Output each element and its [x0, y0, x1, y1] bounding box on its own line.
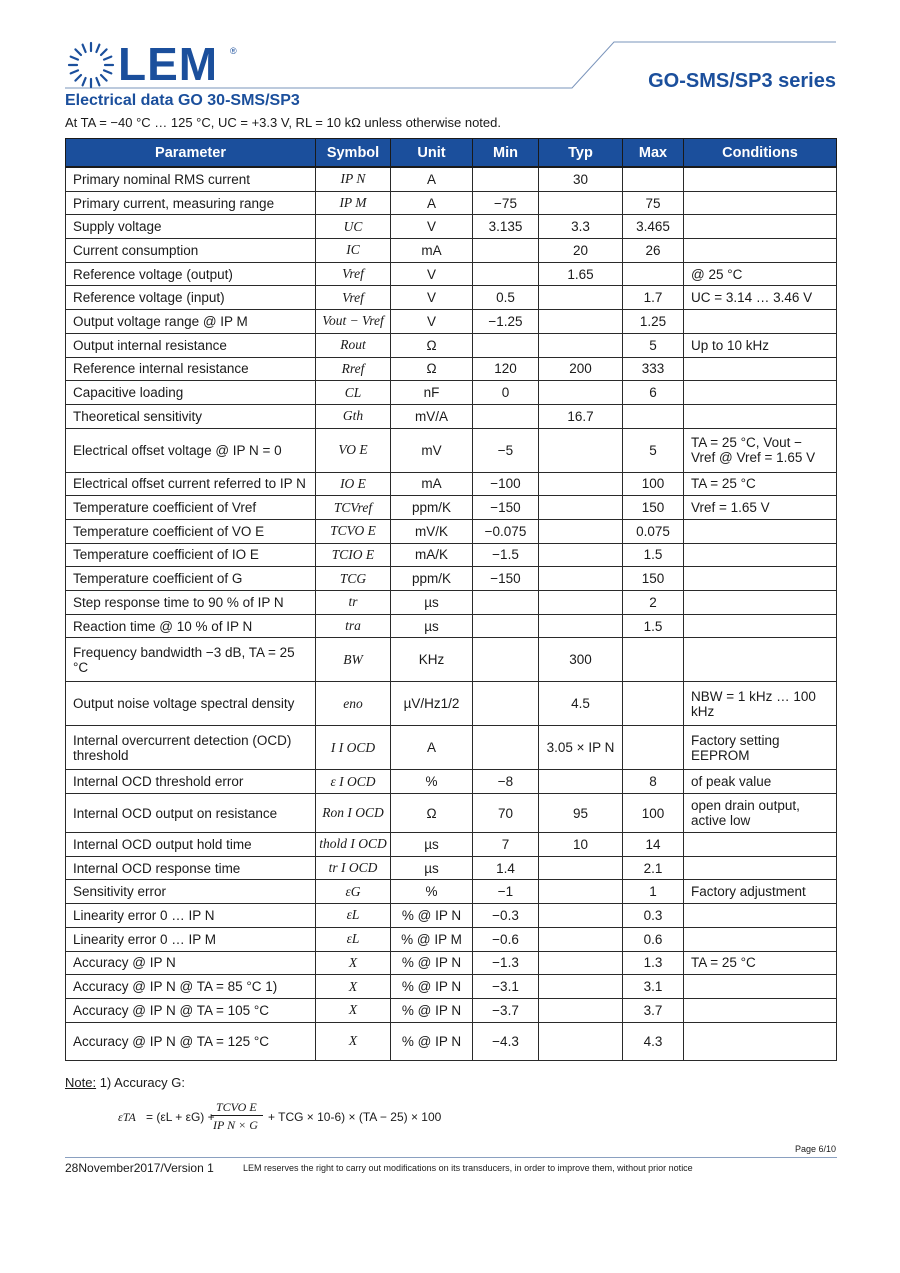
cell-param: Internal OCD response time — [66, 856, 316, 880]
cell-typ: 3.3 — [539, 215, 623, 239]
cell-unit: Ω — [391, 357, 473, 381]
cell-max — [623, 262, 684, 286]
cell-symbol: I I OCD — [316, 726, 391, 770]
cell-min: −5 — [473, 428, 539, 472]
cell-param: Linearity error 0 … IP M — [66, 927, 316, 951]
table-row — [66, 239, 837, 263]
cell-unit: ppm/K — [391, 567, 473, 591]
cell-unit: V — [391, 286, 473, 310]
cell-typ — [539, 927, 623, 951]
cell-conditions — [684, 833, 837, 857]
cell-symbol: εL — [316, 904, 391, 928]
cell-symbol: Ron I OCD — [316, 794, 391, 833]
cell-typ: 95 — [539, 794, 623, 833]
cell-symbol: IC — [316, 239, 391, 263]
cell-param: Frequency bandwidth −3 dB, TA = 25 °C — [66, 638, 316, 682]
cell-unit: % @ IP N — [391, 975, 473, 999]
table-row — [66, 833, 837, 857]
cell-min: −3.7 — [473, 998, 539, 1022]
cell-typ — [539, 591, 623, 615]
cell-min: 1.4 — [473, 856, 539, 880]
cell-conditions: @ 25 °C — [684, 262, 837, 286]
cell-symbol: X — [316, 975, 391, 999]
table-row — [66, 404, 837, 428]
cell-min: 120 — [473, 357, 539, 381]
cell-symbol: tra — [316, 614, 391, 638]
cell-min — [473, 638, 539, 682]
note-label: Note: — [65, 1075, 97, 1090]
table-header-row — [66, 139, 837, 168]
cell-unit: % @ IP N — [391, 1022, 473, 1060]
cell-symbol: BW — [316, 638, 391, 682]
table-row — [66, 638, 837, 682]
cell-conditions — [684, 591, 837, 615]
cell-typ — [539, 472, 623, 496]
cell-symbol: IP M — [316, 191, 391, 215]
cell-symbol: IO E — [316, 472, 391, 496]
cell-symbol: TCVref — [316, 496, 391, 520]
cell-conditions — [684, 191, 837, 215]
cell-typ: 300 — [539, 638, 623, 682]
cell-conditions: NBW = 1 kHz … 100 kHz — [684, 682, 837, 726]
cell-typ — [539, 519, 623, 543]
cell-param: Primary current, measuring range — [66, 191, 316, 215]
electrical-data-table — [65, 138, 837, 1061]
cell-max: 0.6 — [623, 927, 684, 951]
cell-max: 100 — [623, 472, 684, 496]
table-row — [66, 543, 837, 567]
cell-param: Internal OCD output on resistance — [66, 794, 316, 833]
section-title: Electrical data GO 30-SMS/SP3 — [65, 92, 300, 109]
cell-typ — [539, 428, 623, 472]
cell-symbol: TCVO E — [316, 519, 391, 543]
table-row — [66, 286, 837, 310]
cell-param: Output noise voltage spectral density — [66, 682, 316, 726]
cell-max — [623, 404, 684, 428]
cell-unit: V — [391, 262, 473, 286]
fraction-bar — [211, 1115, 263, 1116]
cell-min — [473, 333, 539, 357]
cell-max: 1.25 — [623, 310, 684, 334]
cell-param: Accuracy @ IP N @ TA = 105 °C — [66, 998, 316, 1022]
cell-param: Theoretical sensitivity — [66, 404, 316, 428]
col-header-symbol: Symbol — [316, 139, 391, 168]
table-row — [66, 519, 837, 543]
cell-conditions: open drain output, active low — [684, 794, 837, 833]
cell-min: −1.5 — [473, 543, 539, 567]
cell-conditions: Factory setting EEPROM — [684, 726, 837, 770]
cell-unit: µs — [391, 856, 473, 880]
cell-param: Linearity error 0 … IP N — [66, 904, 316, 928]
table-row — [66, 998, 837, 1022]
cell-symbol: εG — [316, 880, 391, 904]
formula-numerator: TCVO E — [216, 1100, 257, 1114]
logo-text: LEM — [118, 38, 219, 90]
table-row — [66, 567, 837, 591]
cell-min — [473, 591, 539, 615]
footer-disclaimer: LEM reserves the right to carry out modifications on its transducers, in order to improve them, without prior notice — [243, 1163, 693, 1173]
cell-unit: A — [391, 191, 473, 215]
cell-unit: µs — [391, 614, 473, 638]
cell-min: −75 — [473, 191, 539, 215]
table-row — [66, 591, 837, 615]
cell-symbol: εL — [316, 927, 391, 951]
cell-symbol: eno — [316, 682, 391, 726]
cell-typ — [539, 975, 623, 999]
cell-min: −1.3 — [473, 951, 539, 975]
cell-conditions — [684, 614, 837, 638]
cell-typ: 200 — [539, 357, 623, 381]
cell-conditions — [684, 856, 837, 880]
cell-conditions — [684, 215, 837, 239]
cell-unit: % @ IP N — [391, 904, 473, 928]
formula-mid: = (εL + εG) + — [146, 1110, 215, 1124]
cell-param: Sensitivity error — [66, 880, 316, 904]
cell-max: 6 — [623, 381, 684, 405]
cell-conditions: TA = 25 °C, Vout − Vref @ Vref = 1.65 V — [684, 428, 837, 472]
cell-min: 0 — [473, 381, 539, 405]
cell-max: 2 — [623, 591, 684, 615]
formula-rest: + TCG × 10-6) × (TA − 25) × 100 — [268, 1110, 442, 1124]
registered-mark: ® — [230, 46, 237, 56]
cell-typ — [539, 286, 623, 310]
cell-max: 150 — [623, 496, 684, 520]
cell-min: 3.135 — [473, 215, 539, 239]
cell-param: Internal overcurrent detection (OCD) threshold — [66, 726, 316, 770]
cell-unit: % @ IP M — [391, 927, 473, 951]
cell-symbol: tr — [316, 591, 391, 615]
cell-conditions — [684, 904, 837, 928]
table-row — [66, 726, 837, 770]
cell-symbol: Vref — [316, 262, 391, 286]
table-row — [66, 770, 837, 794]
cell-conditions: of peak value — [684, 770, 837, 794]
cell-unit: mA — [391, 472, 473, 496]
page-number: Page 6/10 — [794, 1144, 836, 1154]
col-header-typ: Typ — [539, 139, 623, 168]
cell-max: 3.7 — [623, 998, 684, 1022]
cell-typ — [539, 191, 623, 215]
cell-param: Accuracy @ IP N — [66, 951, 316, 975]
cell-conditions — [684, 404, 837, 428]
cell-max: 3.1 — [623, 975, 684, 999]
cell-max: 5 — [623, 428, 684, 472]
cell-unit: mV — [391, 428, 473, 472]
cell-symbol: IP N — [316, 167, 391, 191]
cell-symbol: Rout — [316, 333, 391, 357]
table-row — [66, 880, 837, 904]
cell-min: −4.3 — [473, 1022, 539, 1060]
cell-param: Accuracy @ IP N @ TA = 125 °C — [66, 1022, 316, 1060]
cell-typ — [539, 770, 623, 794]
cell-max: 4.3 — [623, 1022, 684, 1060]
table-row — [66, 357, 837, 381]
cell-typ — [539, 951, 623, 975]
cell-min: −150 — [473, 567, 539, 591]
cell-conditions: TA = 25 °C — [684, 951, 837, 975]
cell-conditions — [684, 998, 837, 1022]
cell-max — [623, 682, 684, 726]
cell-typ: 30 — [539, 167, 623, 191]
table-row — [66, 682, 837, 726]
cell-typ: 3.05 × IP N — [539, 726, 623, 770]
cell-typ — [539, 856, 623, 880]
table-row — [66, 262, 837, 286]
note-text: 1) Accuracy G: — [99, 1075, 185, 1090]
cell-conditions — [684, 167, 837, 191]
cell-conditions: TA = 25 °C — [684, 472, 837, 496]
cell-param: Reference voltage (output) — [66, 262, 316, 286]
cell-param: Supply voltage — [66, 215, 316, 239]
cell-min: −0.6 — [473, 927, 539, 951]
cell-min — [473, 404, 539, 428]
cell-unit: % — [391, 770, 473, 794]
cell-symbol: TCIO E — [316, 543, 391, 567]
cell-unit: % @ IP N — [391, 951, 473, 975]
cell-max — [623, 167, 684, 191]
table-row — [66, 1022, 837, 1060]
footer-date: 28November2017/Version 1 — [65, 1161, 214, 1175]
cell-symbol: X — [316, 998, 391, 1022]
col-header-parameter: Parameter — [66, 139, 316, 168]
cell-typ — [539, 880, 623, 904]
table-row — [66, 951, 837, 975]
cell-typ — [539, 614, 623, 638]
cell-unit: Ω — [391, 333, 473, 357]
table-row — [66, 927, 837, 951]
cell-param: Primary nominal RMS current — [66, 167, 316, 191]
cell-typ — [539, 543, 623, 567]
cell-unit: mA/K — [391, 543, 473, 567]
cell-param: Temperature coefficient of G — [66, 567, 316, 591]
cell-min: 70 — [473, 794, 539, 833]
cell-min — [473, 167, 539, 191]
cell-min: −8 — [473, 770, 539, 794]
accuracy-formula — [118, 1100, 458, 1134]
formula-lhs: εTA — [118, 1110, 136, 1124]
cell-symbol: thold I OCD — [316, 833, 391, 857]
cell-max: 8 — [623, 770, 684, 794]
note — [65, 1075, 185, 1090]
cell-conditions — [684, 239, 837, 263]
table-row — [66, 794, 837, 833]
cell-min: −1.25 — [473, 310, 539, 334]
cell-typ — [539, 333, 623, 357]
cell-min: 0.5 — [473, 286, 539, 310]
cell-unit: V — [391, 215, 473, 239]
col-header-max: Max — [623, 139, 684, 168]
cell-max — [623, 726, 684, 770]
cell-unit: mA — [391, 239, 473, 263]
cell-max: 2.1 — [623, 856, 684, 880]
cell-symbol: UC — [316, 215, 391, 239]
cell-conditions: Vref = 1.65 V — [684, 496, 837, 520]
cell-param: Accuracy @ IP N @ TA = 85 °C 1) — [66, 975, 316, 999]
cell-unit: A — [391, 726, 473, 770]
cell-typ: 1.65 — [539, 262, 623, 286]
cell-conditions — [684, 357, 837, 381]
conditions-subtitle: At TA = −40 °C … 125 °C, UC = +3.3 V, RL = 10 kΩ unless otherwise noted. — [65, 115, 501, 130]
cell-param: Output voltage range @ IP M — [66, 310, 316, 334]
cell-min — [473, 239, 539, 263]
cell-min: −3.1 — [473, 975, 539, 999]
cell-max: 75 — [623, 191, 684, 215]
cell-max: 1.5 — [623, 614, 684, 638]
table-row — [66, 975, 837, 999]
cell-conditions — [684, 975, 837, 999]
cell-typ — [539, 1022, 623, 1060]
cell-min: −0.075 — [473, 519, 539, 543]
cell-conditions: Up to 10 kHz — [684, 333, 837, 357]
cell-typ — [539, 998, 623, 1022]
col-header-unit: Unit — [391, 139, 473, 168]
table-row — [66, 428, 837, 472]
cell-unit: µs — [391, 591, 473, 615]
table-row — [66, 381, 837, 405]
cell-unit: KHz — [391, 638, 473, 682]
cell-unit: nF — [391, 381, 473, 405]
col-header-min: Min — [473, 139, 539, 168]
cell-param: Current consumption — [66, 239, 316, 263]
cell-symbol: Vref — [316, 286, 391, 310]
cell-unit: Ω — [391, 794, 473, 833]
cell-unit: µV/Hz1/2 — [391, 682, 473, 726]
cell-typ — [539, 496, 623, 520]
cell-min: −150 — [473, 496, 539, 520]
cell-param: Temperature coefficient of VO E — [66, 519, 316, 543]
cell-symbol: X — [316, 1022, 391, 1060]
cell-param: Step response time to 90 % of IP N — [66, 591, 316, 615]
cell-conditions — [684, 927, 837, 951]
cell-unit: µs — [391, 833, 473, 857]
cell-conditions: UC = 3.14 … 3.46 V — [684, 286, 837, 310]
cell-min — [473, 726, 539, 770]
cell-symbol: tr I OCD — [316, 856, 391, 880]
cell-max: 1.7 — [623, 286, 684, 310]
table-row — [66, 856, 837, 880]
cell-param: Reference voltage (input) — [66, 286, 316, 310]
cell-max: 0.3 — [623, 904, 684, 928]
table-row — [66, 904, 837, 928]
cell-symbol: Gth — [316, 404, 391, 428]
table-row — [66, 496, 837, 520]
cell-max: 14 — [623, 833, 684, 857]
cell-max: 1 — [623, 880, 684, 904]
cell-unit: % @ IP N — [391, 998, 473, 1022]
cell-typ — [539, 567, 623, 591]
cell-conditions: Factory adjustment — [684, 880, 837, 904]
cell-typ — [539, 381, 623, 405]
cell-max: 333 — [623, 357, 684, 381]
cell-max: 1.3 — [623, 951, 684, 975]
cell-param: Output internal resistance — [66, 333, 316, 357]
cell-typ: 4.5 — [539, 682, 623, 726]
cell-param: Electrical offset current referred to IP N — [66, 472, 316, 496]
cell-max — [623, 638, 684, 682]
cell-param: Capacitive loading — [66, 381, 316, 405]
cell-unit: % — [391, 880, 473, 904]
cell-param: Electrical offset voltage @ IP N = 0 — [66, 428, 316, 472]
cell-symbol: X — [316, 951, 391, 975]
cell-symbol: Vout − Vref — [316, 310, 391, 334]
cell-conditions — [684, 638, 837, 682]
cell-param: Temperature coefficient of IO E — [66, 543, 316, 567]
footer-rule — [65, 1157, 837, 1158]
table-row — [66, 310, 837, 334]
cell-param: Temperature coefficient of Vref — [66, 496, 316, 520]
cell-max: 150 — [623, 567, 684, 591]
cell-min: −1 — [473, 880, 539, 904]
cell-conditions — [684, 381, 837, 405]
cell-conditions — [684, 543, 837, 567]
cell-min: −0.3 — [473, 904, 539, 928]
cell-symbol: Rref — [316, 357, 391, 381]
cell-param: Reaction time @ 10 % of IP N — [66, 614, 316, 638]
cell-typ: 16.7 — [539, 404, 623, 428]
cell-min — [473, 262, 539, 286]
table-body — [66, 167, 837, 1060]
cell-typ: 10 — [539, 833, 623, 857]
cell-max: 3.465 — [623, 215, 684, 239]
cell-conditions — [684, 310, 837, 334]
cell-typ — [539, 310, 623, 334]
cell-typ — [539, 904, 623, 928]
cell-max: 100 — [623, 794, 684, 833]
cell-conditions — [684, 1022, 837, 1060]
cell-min — [473, 614, 539, 638]
table-row — [66, 333, 837, 357]
cell-param: Internal OCD output hold time — [66, 833, 316, 857]
cell-symbol: VO E — [316, 428, 391, 472]
cell-max: 1.5 — [623, 543, 684, 567]
table-row — [66, 215, 837, 239]
cell-unit: A — [391, 167, 473, 191]
formula-denominator: IP N × G — [213, 1118, 258, 1132]
cell-param: Reference internal resistance — [66, 357, 316, 381]
cell-typ: 20 — [539, 239, 623, 263]
cell-unit: V — [391, 310, 473, 334]
table-row — [66, 191, 837, 215]
table-row — [66, 614, 837, 638]
cell-max: 5 — [623, 333, 684, 357]
cell-min: 7 — [473, 833, 539, 857]
cell-min: −100 — [473, 472, 539, 496]
cell-symbol: TCG — [316, 567, 391, 591]
cell-max: 0.075 — [623, 519, 684, 543]
table-row — [66, 167, 837, 191]
col-header-conditions: Conditions — [684, 139, 837, 168]
series-title: GO-SMS/SP3 series — [648, 70, 836, 92]
cell-symbol: ε I OCD — [316, 770, 391, 794]
table-row — [66, 472, 837, 496]
cell-unit: mV/A — [391, 404, 473, 428]
cell-unit: ppm/K — [391, 496, 473, 520]
cell-conditions — [684, 567, 837, 591]
cell-symbol: CL — [316, 381, 391, 405]
cell-unit: mV/K — [391, 519, 473, 543]
cell-min — [473, 682, 539, 726]
cell-conditions — [684, 519, 837, 543]
cell-param: Internal OCD threshold error — [66, 770, 316, 794]
cell-max: 26 — [623, 239, 684, 263]
